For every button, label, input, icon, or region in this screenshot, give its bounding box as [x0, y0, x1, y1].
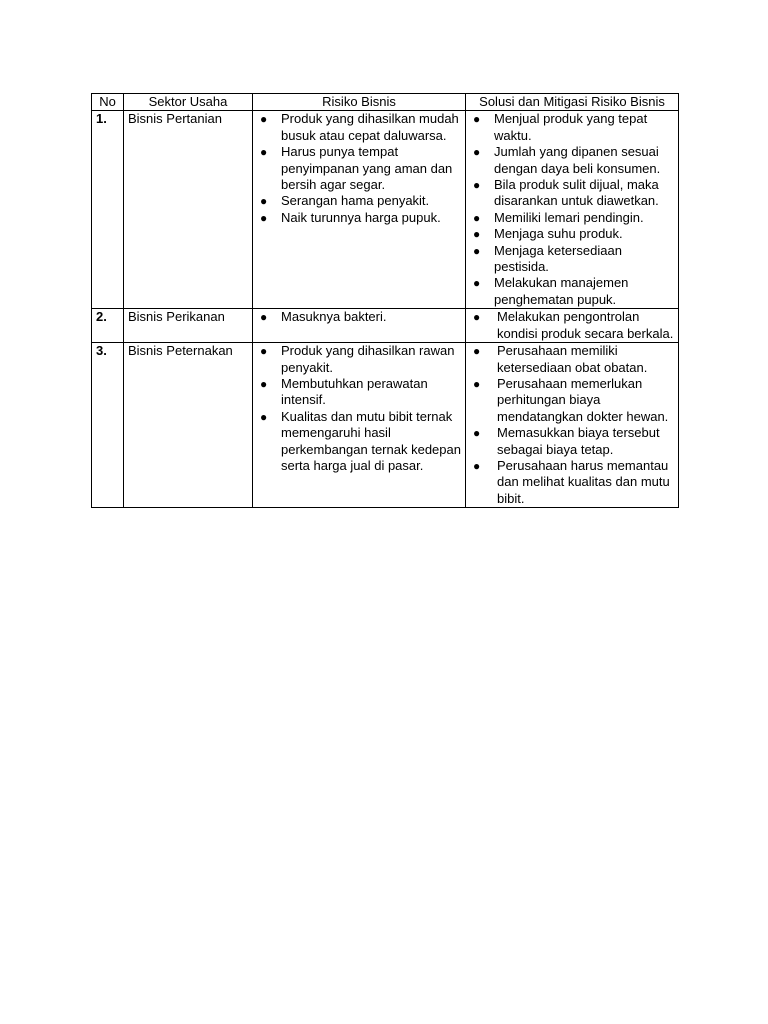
list-item: [470, 458, 674, 507]
list-item-text: Serangan hama penyakit.: [281, 193, 430, 209]
header-risiko-bisnis: Risiko Bisnis: [253, 94, 466, 111]
risk-cell: [253, 343, 466, 508]
bullet-icon: ●: [473, 458, 481, 473]
list-item-text: Menjaga ketersediaan pestisida.: [494, 242, 622, 275]
header-sektor-usaha: Sektor Usaha: [124, 94, 253, 111]
list-item: [470, 177, 674, 210]
bullet-icon: ●: [260, 344, 268, 359]
row-number: 1.: [92, 111, 124, 309]
solution-cell: [466, 309, 679, 343]
risk-list: [257, 309, 461, 325]
solution-list: [470, 343, 674, 507]
list-item: [470, 144, 674, 177]
bullet-icon: ●: [260, 376, 268, 391]
business-risk-table: [91, 93, 679, 508]
header-solusi-mitigasi: Solusi dan Mitigasi Risiko Bisnis: [466, 94, 679, 111]
table-row: [92, 111, 679, 309]
bullet-icon: ●: [473, 344, 481, 359]
bullet-icon: ●: [473, 376, 481, 391]
list-item-text: Perusahaan memerlukan perhitungan biaya mendatangkan dokter hewan.: [497, 375, 669, 424]
table-body: [92, 111, 679, 508]
table-header-row: [92, 94, 679, 111]
list-item-text: Harus punya tempat penyimpanan yang aman dan bersih agar segar.: [281, 144, 453, 193]
bullet-icon: ●: [473, 276, 481, 291]
list-item: [257, 409, 461, 475]
sector-name: Bisnis Pertanian: [124, 111, 253, 309]
solution-cell: [466, 111, 679, 309]
list-item: [470, 210, 674, 226]
solution-list: [470, 111, 674, 308]
solution-list: [470, 309, 674, 342]
list-item: [257, 193, 461, 209]
list-item-text: Bila produk sulit dijual, maka disarankan untuk diawetkan.: [494, 177, 659, 209]
list-item-text: Memiliki lemari pendingin.: [494, 209, 644, 225]
table-row: [92, 343, 679, 508]
list-item-text: Perusahaan memiliki ketersediaan obat obatan.: [497, 343, 648, 375]
list-item-text: Menjaga suhu produk.: [494, 226, 623, 242]
list-item: [470, 425, 674, 458]
header-no: No: [92, 94, 124, 111]
list-item: [470, 343, 674, 376]
bullet-icon: ●: [473, 112, 481, 127]
row-number: 3.: [92, 343, 124, 508]
list-item-text: Membutuhkan perawatan intensif.: [281, 375, 428, 408]
list-item-text: Memasukkan biaya tersebut sebagai biaya tetap.: [497, 425, 660, 457]
row-number: 2.: [92, 309, 124, 343]
list-item: [470, 111, 674, 144]
list-item: [257, 111, 461, 144]
bullet-icon: ●: [473, 178, 481, 193]
list-item-text: Melakukan pengontrolan kondisi produk secara berkala.: [497, 309, 674, 341]
bullet-icon: ●: [473, 310, 481, 325]
bullet-icon: ●: [260, 310, 268, 325]
risk-cell: [253, 111, 466, 309]
list-item: [257, 144, 461, 193]
list-item-text: Jumlah yang dipanen sesuai dengan daya beli konsumen.: [494, 144, 661, 176]
list-item: [470, 226, 674, 242]
bullet-icon: ●: [473, 227, 481, 242]
list-item-text: Produk yang dihasilkan rawan penyakit.: [281, 343, 455, 375]
risk-list: [257, 343, 461, 474]
bullet-icon: ●: [473, 210, 481, 225]
list-item-text: Menjual produk yang tepat waktu.: [494, 111, 648, 143]
bullet-icon: ●: [260, 112, 268, 127]
bullet-icon: ●: [473, 243, 481, 258]
list-item: [257, 309, 461, 325]
list-item: [470, 243, 674, 276]
list-item-text: Melakukan manajemen penghematan pupuk.: [494, 275, 629, 307]
sector-name: Bisnis Perikanan: [124, 309, 253, 343]
list-item-text: Masuknya bakteri.: [281, 309, 387, 325]
risk-list: [257, 111, 461, 226]
list-item-text: Produk yang dihasilkan mudah busuk atau cepat daluwarsa.: [281, 111, 459, 143]
list-item: [470, 376, 674, 425]
solution-cell: [466, 343, 679, 508]
bullet-icon: ●: [260, 409, 268, 424]
list-item-text: Kualitas dan mutu bibit ternak memengaruhi hasil perkembangan ternak kedepan serta harga jual di pasar.: [281, 408, 461, 473]
sector-name: Bisnis Peternakan: [124, 343, 253, 508]
list-item-text: Perusahaan harus memantau dan melihat kualitas dan mutu bibit.: [497, 457, 670, 506]
bullet-icon: ●: [260, 194, 268, 209]
list-item: [257, 376, 461, 409]
list-item: [470, 275, 674, 308]
list-item: [470, 309, 674, 342]
list-item-text: Naik turunnya harga pupuk.: [281, 209, 441, 225]
bullet-icon: ●: [260, 210, 268, 225]
bullet-icon: ●: [473, 145, 481, 160]
list-item: [257, 343, 461, 376]
table-row: [92, 309, 679, 343]
list-item: [257, 210, 461, 226]
risk-cell: [253, 309, 466, 343]
bullet-icon: ●: [260, 145, 268, 160]
bullet-icon: ●: [473, 426, 481, 441]
